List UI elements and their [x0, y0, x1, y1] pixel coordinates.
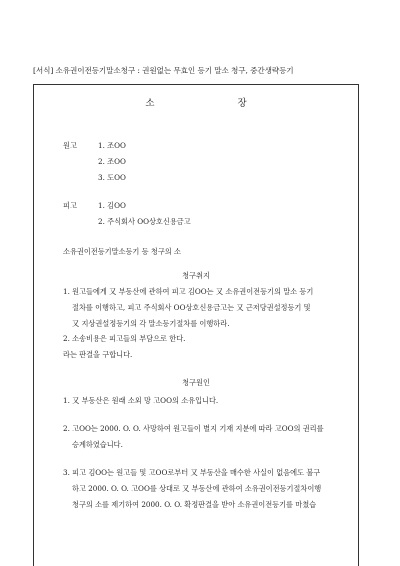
text-line: 2. 고OO는 2000. O. O. 사망하여 원고들이 별지 기재 지분에 따라 고OO의 권리를	[63, 424, 324, 433]
plaintiff-item: 2. 조OO	[98, 157, 126, 166]
text-line: 청구의 소를 제기하여 2000. O. O. 확정판결을 받아 소유권이전등기를 마쳤습	[72, 500, 317, 509]
document-header: [서식] 소유권이전등기말소청구 : 권원없는 무효인 등기 말소 청구, 중간생략등기	[33, 66, 294, 75]
defendants-label: 피고	[63, 201, 77, 210]
claim-cause-item-2	[63, 421, 324, 453]
claim-purpose-item-1	[63, 284, 313, 332]
claim-cause-item-3	[63, 465, 321, 513]
text-line: 3. 피고 김OO는 원고들 및 고OO로부터 又 부동산을 매수한 사실이 없음에도 불구	[63, 468, 321, 477]
complaint-document	[33, 84, 359, 566]
text-line: 승계하였습니다.	[72, 440, 123, 449]
defendant-item: 2. 주식회사 OO상호신용금고	[98, 217, 191, 226]
claim-purpose-closing: 라는 판결을 구합니다.	[63, 350, 133, 359]
claim-purpose-item-2: 2. 소송비용은 피고들의 부담으로 한다.	[63, 334, 186, 343]
text-line: 절차를 이행하고, 피고 주식회사 OO상호신용금고는 又 근저당권설정등기 및	[72, 303, 311, 312]
claim-cause-heading: 청구원인	[182, 378, 210, 387]
plaintiff-item: 1. 조OO	[98, 141, 126, 150]
plaintiff-item: 3. 도OO	[98, 173, 126, 182]
claim-purpose-heading: 청구취지	[182, 271, 210, 280]
document-title: 소 장	[145, 98, 287, 109]
claim-cause-item-1: 1. 又 부동산은 원래 소외 망 고OO의 소유입니다.	[63, 396, 219, 405]
plaintiffs-label: 원고	[63, 141, 77, 150]
text-line: 又 지상권설정등기의 각 말소등기절차를 이행하라.	[72, 319, 230, 328]
defendant-item: 1. 김OO	[98, 201, 126, 210]
text-line: 하고 2000. O. O. 고OO를 상대로 又 부동산에 관하여 소유권이전등기절차이행	[72, 484, 322, 493]
text-line: 1. 원고들에게 又 부동산에 관하여 피고 김OO는 又 소유권이전등기의 말소 등기	[63, 287, 314, 296]
case-name: 소유권이전등기말소등기 등 청구의 소	[63, 247, 181, 256]
